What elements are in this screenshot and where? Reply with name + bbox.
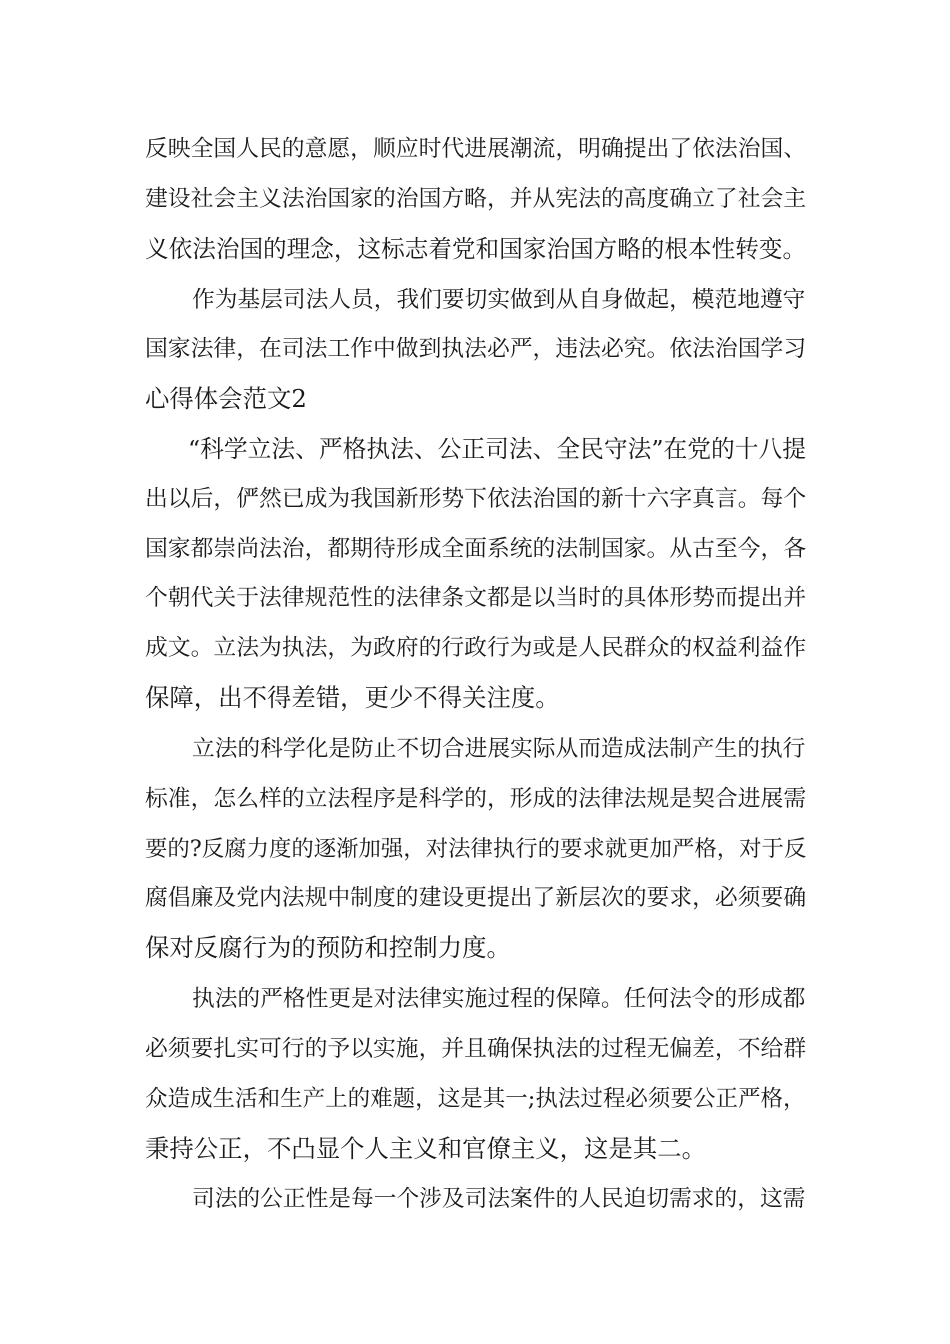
text-line: 腐倡廉及党内法规中制度的建设更提出了新层次的要求，必须要确	[145, 885, 807, 911]
text-line: 义依法治国的理念，这标志着党和国家治国方略的根本性转变。	[145, 235, 807, 263]
paragraph-first-line: 立法的科学化是防止不切合进展实际从而造成法制产生的执行	[192, 736, 806, 762]
text-line: 保障，出不得差错，更少不得关注度。	[145, 683, 560, 712]
text-line: 国家都崇尚法治，都期待形成全面系统的法制国家。从古至今，各	[145, 536, 807, 562]
text-line: 保对反腐行为的预防和控制力度。	[145, 933, 511, 962]
paragraph-first-line: 司法的公正性是每一个涉及司法案件的人民迫切需求的，这需	[192, 1186, 806, 1212]
text-line: 反映全国人民的意愿，顺应时代进展潮流，明确提出了依法治国、	[145, 136, 807, 162]
text-line: 成文。立法为执法，为政府的行政行为或是人民群众的权益利益作	[145, 635, 807, 661]
text-line: 国家法律，在司法工作中做到执法必严，违法必究。依法治国学习	[145, 336, 807, 362]
text-line: 秉持公正，不凸显个人主义和官僚主义，这是其二。	[145, 1134, 706, 1163]
text-line: 出以后，俨然已成为我国新形势下依法治国的新十六字真言。每个	[145, 486, 807, 512]
text-line: 众造成生活和生产上的难题，这是其一;执法过程必须要公正严格，	[145, 1086, 806, 1112]
paragraph-first-line: 作为基层司法人员，我们要切实做到从自身做起，模范地遵守	[192, 287, 806, 313]
paragraph-first-line: “科学立法、严格执法、公正司法、全民守法”在党的十八提	[188, 435, 807, 463]
text-line: 个朝代关于法律规范性的法律条文都是以当时的具体形势而提出并	[145, 585, 807, 611]
text-line: 心得体会范文2	[145, 384, 307, 413]
text-line: 建设社会主义法治国家的治国方略，并从宪法的高度确立了社会主	[145, 186, 807, 212]
paragraph-first-line: 执法的严格性更是对法律实施过程的保障。任何法令的形成都	[192, 986, 806, 1012]
text-line: 要的?反腐力度的逐渐加强，对法律执行的要求就更加严格，对于反	[145, 836, 807, 862]
text-line: 标准，怎么样的立法程序是科学的，形成的法律法规是契合进展需	[145, 786, 807, 812]
text-line: 必须要扎实可行的予以实施，并且确保执法的过程无偏差，不给群	[145, 1036, 807, 1062]
